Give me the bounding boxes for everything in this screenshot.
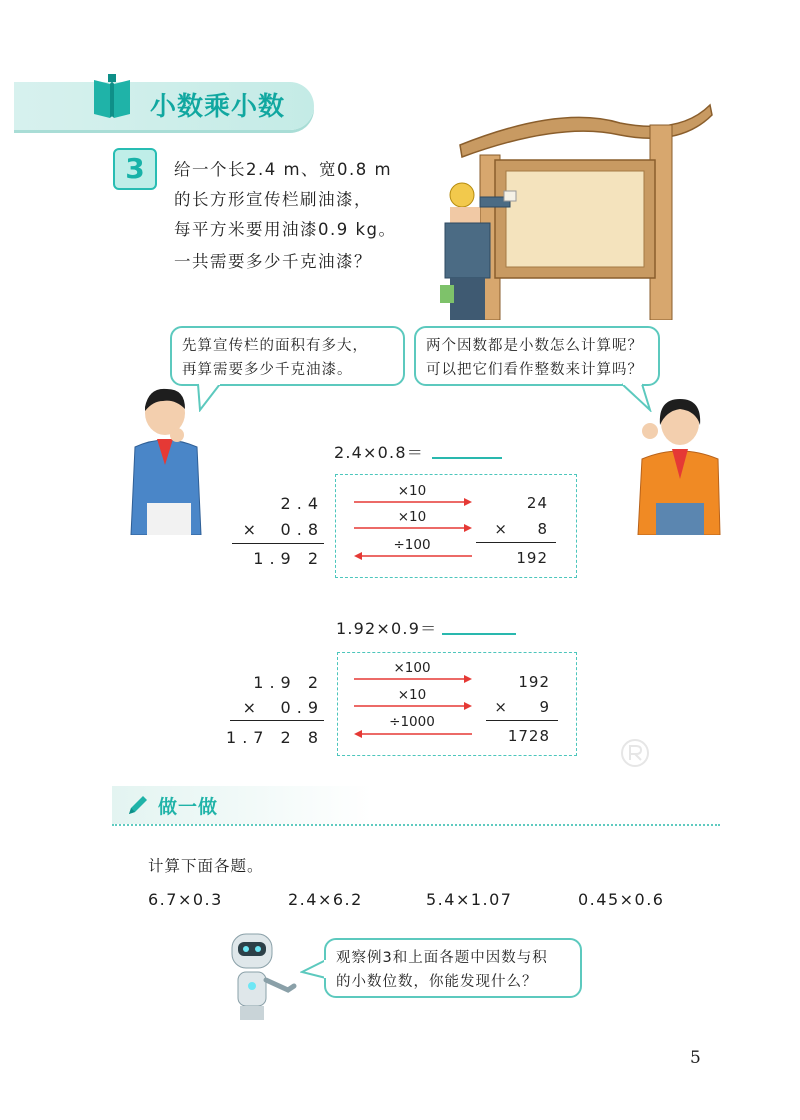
practice-problem: 6.7×0.3 — [148, 890, 223, 909]
robot-illustration — [222, 930, 302, 1025]
vertical-top-factor: 1.9 2 — [253, 673, 324, 692]
bubble-line: 的小数位数，你能发现什么？ — [336, 974, 538, 990]
bubble-line: 观察例3和上面各题中因数与积 — [336, 950, 548, 966]
registered-watermark-icon — [620, 738, 650, 768]
arrow-label: ×10 — [397, 509, 427, 525]
right-arrow-icon — [352, 673, 474, 685]
sum-line — [486, 720, 558, 721]
speech-bubble-girl — [414, 326, 660, 386]
practice-title: 做一做 — [158, 796, 219, 818]
sum-line — [476, 542, 556, 543]
problem-line: 一共需要多少千克油漆？ — [174, 252, 372, 271]
integer-top-factor: 192 — [518, 673, 550, 691]
times-sign: × — [494, 698, 508, 716]
arrow-label: ×10 — [397, 687, 427, 703]
worker-painting-billboard-illustration — [440, 95, 730, 320]
equation-2: 1.92×0.9＝ — [336, 619, 438, 638]
page-title: 小数乘小数 — [150, 92, 286, 122]
arrow-label: ×10 — [397, 483, 427, 499]
bubble-tail — [300, 958, 328, 982]
left-arrow-icon — [352, 728, 474, 740]
practice-problem: 2.4×6.2 — [288, 890, 363, 909]
girl-thinking-illustration — [628, 395, 728, 535]
vertical-product: 1.7 2 8 — [226, 728, 324, 747]
times-sign: × — [242, 698, 256, 717]
vertical-top-factor: 2.4 — [280, 494, 324, 513]
book-icon — [92, 74, 132, 120]
pencil-icon — [126, 793, 150, 817]
problem-line: 的长方形宣传栏刷油漆， — [174, 190, 372, 209]
integer-bottom-factor: 8 — [537, 520, 548, 538]
sum-line — [232, 543, 324, 544]
times-sign: × — [242, 520, 256, 539]
practice-problem: 5.4×1.07 — [426, 890, 513, 909]
vertical-product: 1.9 2 — [253, 549, 324, 568]
times-sign: × — [494, 520, 508, 538]
right-arrow-icon — [352, 522, 474, 534]
sum-line — [230, 720, 324, 721]
boy-thinking-illustration — [125, 385, 215, 535]
answer-blank-2 — [442, 633, 516, 635]
bubble-line: 两个因数都是小数怎么计算呢？ — [426, 338, 643, 354]
equation-1: 2.4×0.8＝ — [334, 443, 424, 462]
problem-line: 每平方米要用油漆0.9 kg。 — [174, 220, 397, 239]
bubble-line: 可以把它们看作整数来计算吗？ — [426, 362, 643, 378]
bubble-line: 先算宣传栏的面积有多大， — [182, 338, 368, 354]
problem-line: 给一个长2.4 m、宽0.8 m — [174, 160, 393, 179]
right-arrow-icon — [352, 700, 474, 712]
bubble-line: 再算需要多少千克油漆。 — [182, 362, 353, 378]
example-number-badge: 3 — [113, 148, 157, 190]
right-arrow-icon — [352, 496, 474, 508]
vertical-bottom-factor: 0.8 — [280, 520, 324, 539]
left-arrow-icon — [352, 550, 474, 562]
speech-bubble-robot — [324, 938, 582, 998]
integer-product: 192 — [516, 549, 548, 567]
integer-top-factor: 24 — [526, 494, 548, 512]
integer-bottom-factor: 9 — [539, 698, 550, 716]
answer-blank-1 — [432, 457, 502, 459]
arrow-label: ÷1000 — [389, 714, 435, 730]
integer-product: 1728 — [507, 727, 550, 745]
vertical-bottom-factor: 0.9 — [280, 698, 324, 717]
section-divider — [112, 824, 720, 826]
arrow-label: ×100 — [393, 660, 431, 676]
practice-problem: 0.45×0.6 — [578, 890, 665, 909]
page-number: 5 — [690, 1048, 701, 1068]
practice-instruction: 计算下面各题。 — [148, 857, 264, 875]
arrow-label: ÷100 — [393, 537, 431, 553]
speech-bubble-boy — [170, 326, 405, 386]
practice-header-band — [112, 786, 372, 824]
